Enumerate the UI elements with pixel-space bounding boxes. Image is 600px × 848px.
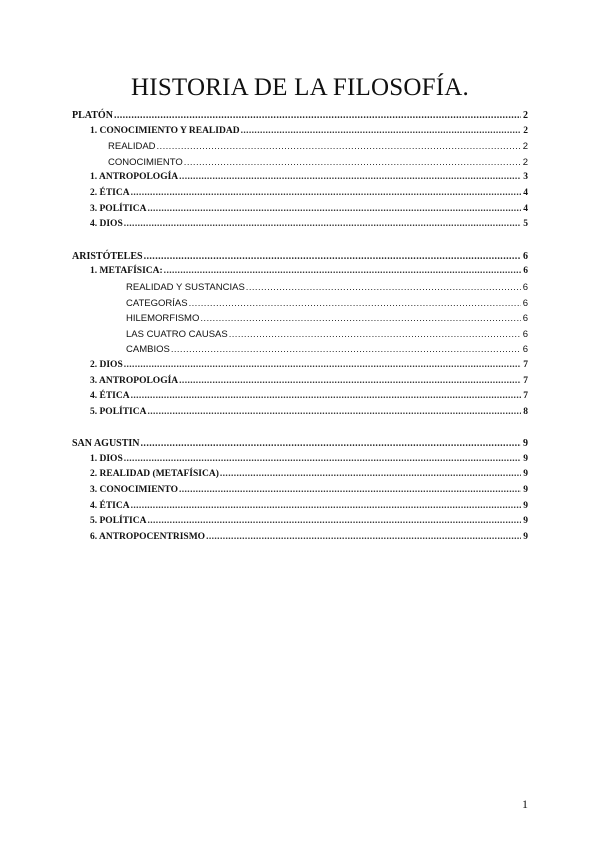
- toc-entry[interactable]: [72, 280, 528, 296]
- toc-entry-page: 2: [522, 141, 528, 153]
- toc-entry-label: REALIDAD Y SUSTANCIAS: [126, 281, 245, 293]
- toc-entry-page: 6: [522, 281, 528, 293]
- toc-entry[interactable]: [72, 389, 528, 405]
- toc-entry-label: 3. ANTROPOLOGÍA: [90, 375, 179, 386]
- toc-dot-leader: [164, 264, 522, 280]
- toc-entry-label: 3. CONOCIMIENTO: [90, 485, 178, 496]
- toc-entry-page: 6: [522, 328, 528, 340]
- toc-entry-page: 9: [523, 531, 528, 542]
- toc-entry-label: 5. POLÍTICA: [90, 516, 147, 527]
- toc-entry-page: 8: [523, 406, 528, 417]
- toc-entry-page: 9: [523, 438, 528, 450]
- toc-dot-leader: [246, 280, 521, 296]
- toc-entry[interactable]: [72, 124, 528, 140]
- toc-entry-page: 9: [523, 469, 528, 480]
- toc-entry[interactable]: [72, 139, 528, 155]
- toc-entry-page: 6: [522, 344, 528, 356]
- toc-entry[interactable]: [72, 514, 528, 530]
- toc-entry[interactable]: [72, 405, 528, 421]
- toc-entry[interactable]: [72, 296, 528, 312]
- toc-entry-label: CAMBIOS: [126, 344, 170, 356]
- toc-entry-page: 5: [523, 219, 528, 230]
- table-of-contents: [72, 108, 528, 545]
- toc-dot-leader: [124, 358, 522, 374]
- toc-entry[interactable]: [72, 499, 528, 515]
- toc-entry-page: 9: [523, 500, 528, 511]
- section-gap: [72, 233, 528, 249]
- toc-entry-page: 7: [523, 359, 528, 370]
- toc-entry-page: 4: [523, 203, 528, 214]
- toc-entry[interactable]: [72, 170, 528, 186]
- toc-entry-label: REALIDAD: [108, 141, 156, 153]
- toc-entry-page: 9: [523, 516, 528, 527]
- toc-entry-label: 5. POLÍTICA: [90, 406, 147, 417]
- toc-dot-leader: [131, 499, 522, 515]
- toc-entry[interactable]: [72, 249, 528, 265]
- toc-dot-leader: [147, 405, 521, 421]
- toc-entry[interactable]: [72, 358, 528, 374]
- toc-dot-leader: [147, 514, 521, 530]
- toc-entry-page: 6: [522, 297, 528, 309]
- toc-dot-leader: [114, 108, 521, 124]
- toc-entry[interactable]: [72, 155, 528, 171]
- toc-entry[interactable]: [72, 217, 528, 233]
- toc-entry-label: SAN AGUSTIN: [72, 438, 140, 450]
- toc-entry[interactable]: [72, 327, 528, 343]
- toc-entry[interactable]: [72, 452, 528, 468]
- toc-entry-page: 6: [522, 313, 528, 325]
- toc-dot-leader: [189, 296, 521, 312]
- toc-entry[interactable]: [72, 436, 528, 452]
- toc-entry[interactable]: [72, 186, 528, 202]
- toc-entry-label: 1. DIOS: [90, 453, 123, 464]
- toc-entry-label: 3. POLÍTICA: [90, 203, 147, 214]
- toc-entry[interactable]: [72, 483, 528, 499]
- toc-entry-page: 9: [523, 453, 528, 464]
- toc-entry-page: 4: [523, 187, 528, 198]
- toc-entry-label: 6. ANTROPOCENTRISMO: [90, 531, 206, 542]
- toc-dot-leader: [179, 374, 521, 390]
- toc-dot-leader: [241, 124, 522, 140]
- toc-entry-page: 2: [522, 156, 528, 168]
- toc-entry-label: 1. ANTROPOLOGÍA: [90, 172, 179, 183]
- toc-entry-page: 7: [523, 375, 528, 386]
- toc-entry-label: 1. METAFÍSICA:: [90, 266, 163, 277]
- toc-dot-leader: [124, 452, 522, 468]
- toc-entry[interactable]: [72, 311, 528, 327]
- toc-entry[interactable]: [72, 374, 528, 390]
- toc-entry-page: 6: [523, 266, 528, 277]
- toc-entry[interactable]: [72, 264, 528, 280]
- toc-dot-leader: [124, 217, 522, 233]
- toc-dot-leader: [141, 436, 521, 452]
- toc-entry[interactable]: [72, 202, 528, 218]
- toc-dot-leader: [179, 170, 521, 186]
- toc-dot-leader: [171, 342, 521, 358]
- toc-entry-label: 2. REALIDAD (METAFÍSICA): [90, 469, 219, 480]
- toc-entry-label: CATEGORÍAS: [126, 297, 188, 309]
- toc-entry[interactable]: [72, 467, 528, 483]
- toc-entry[interactable]: [72, 108, 528, 124]
- toc-entry-label: CONOCIMIENTO: [108, 156, 183, 168]
- toc-dot-leader: [157, 139, 521, 155]
- toc-entry-label: 4. ÉTICA: [90, 500, 130, 511]
- toc-entry-page: 7: [523, 391, 528, 402]
- toc-entry-label: 2. ÉTICA: [90, 187, 130, 198]
- toc-entry-label: ARISTÓTELES: [72, 250, 143, 262]
- toc-entry-label: 4. ÉTICA: [90, 391, 130, 402]
- toc-dot-leader: [229, 327, 521, 343]
- section-gap: [72, 420, 528, 436]
- toc-dot-leader: [144, 249, 521, 265]
- toc-dot-leader: [184, 155, 521, 171]
- toc-entry-label: LAS CUATRO CAUSAS: [126, 328, 228, 340]
- toc-entry-label: 2. DIOS: [90, 359, 123, 370]
- toc-entry-label: HILEMORFISMO: [126, 313, 200, 325]
- toc-dot-leader: [179, 483, 521, 499]
- toc-entry-label: 4. DIOS: [90, 219, 123, 230]
- toc-dot-leader: [131, 186, 522, 202]
- toc-dot-leader: [220, 467, 521, 483]
- toc-entry-page: 2: [523, 110, 528, 121]
- toc-entry-label: 1. CONOCIMIENTO Y REALIDAD: [90, 125, 240, 136]
- page-number: 1: [522, 797, 528, 811]
- toc-entry-label: PLATÓN: [72, 110, 113, 121]
- toc-entry-page: 6: [523, 250, 528, 262]
- toc-dot-leader: [131, 389, 522, 405]
- document-title: HISTORIA DE LA FILOSOFÍA.: [131, 74, 469, 101]
- toc-entry[interactable]: [72, 342, 528, 358]
- toc-entry[interactable]: [72, 530, 528, 546]
- toc-dot-leader: [147, 202, 521, 218]
- toc-entry-page: 9: [523, 485, 528, 496]
- toc-entry-page: 3: [523, 172, 528, 183]
- toc-dot-leader: [200, 311, 520, 327]
- toc-dot-leader: [206, 530, 521, 546]
- toc-entry-page: 2: [523, 125, 528, 136]
